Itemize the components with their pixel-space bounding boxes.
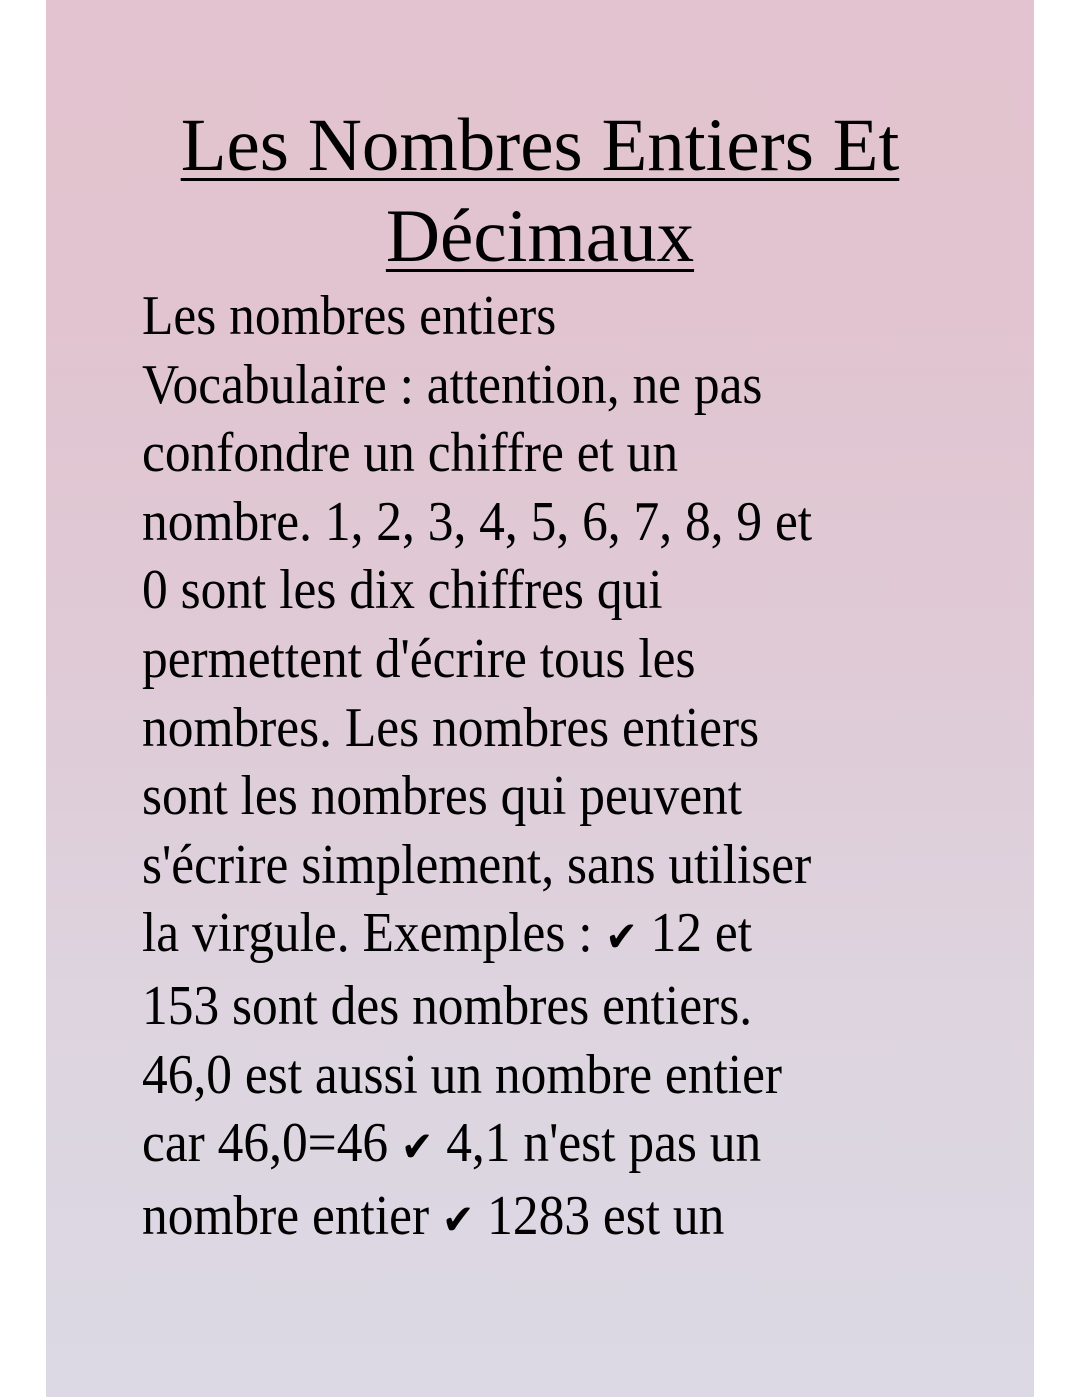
body-line: Vocabulaire : attention, ne pas: [142, 353, 763, 416]
body-text: [142, 282, 1002, 1254]
body-line: 46,0 est aussi un nombre entier: [142, 1043, 783, 1106]
body-line: 153 sont des nombres entiers.: [142, 974, 753, 1037]
title-line-2: [46, 191, 1034, 282]
page-title: [46, 100, 1034, 282]
body-line: permettent d'écrire tous les: [142, 627, 696, 690]
body-line: confondre un chiffre et un: [142, 422, 679, 485]
check-mark-icon: ✔: [605, 912, 638, 962]
title-line-1-text: Les Nombres Entiers Et: [180, 104, 900, 187]
body-line: nombre. 1, 2, 3, 4, 5, 6, 7, 8, 9 et: [142, 490, 813, 553]
check-mark-icon: ✔: [441, 1194, 475, 1244]
body-line: s'écrire simplement, sans utiliser: [142, 833, 812, 896]
section-heading: Les nombres entiers: [142, 285, 557, 347]
body-line-with-check: [142, 899, 932, 972]
body-line-with-check: [142, 1182, 932, 1255]
body-text-segment: 1283 est un: [474, 1184, 725, 1247]
body-line-with-check: [142, 1109, 932, 1182]
body-text-segment: nombre entier: [142, 1184, 442, 1247]
body-line: nombres. Les nombres entiers: [142, 696, 760, 759]
title-line-2-text: Décimaux: [385, 195, 695, 278]
document-page: [46, 0, 1034, 1397]
body-text-segment: 12 et: [637, 902, 752, 965]
check-mark-icon: ✔: [401, 1122, 434, 1172]
body-line: sont les nombres qui peuvent: [142, 765, 743, 828]
body-line: 0 sont les dix chiffres qui: [142, 559, 663, 622]
body-text-segment: la virgule. Exemples :: [142, 902, 606, 965]
body-text-segment: car 46,0=46: [142, 1112, 402, 1175]
body-text-segment: 4,1 n'est pas un: [433, 1112, 762, 1175]
title-line-1: [46, 100, 1034, 191]
